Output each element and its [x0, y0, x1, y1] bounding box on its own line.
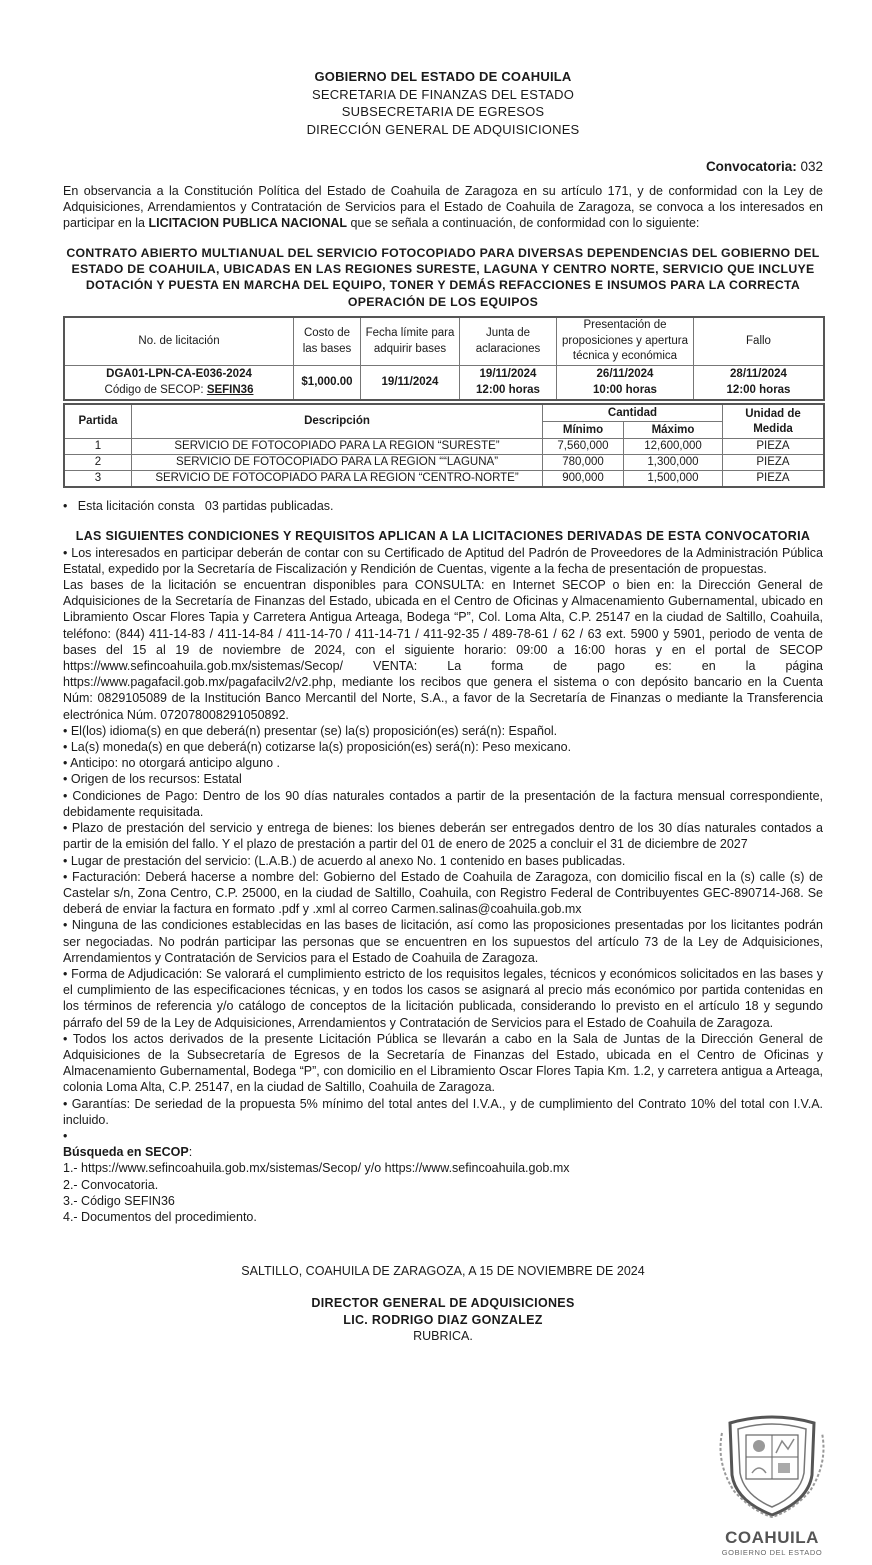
row-maximo: 12,600,000	[624, 439, 723, 455]
row-partida: 2	[64, 455, 132, 471]
intro-bold: LICITACION PUBLICA NACIONAL	[148, 216, 348, 231]
signer-position: DIRECTOR GENERAL DE ADQUISICIONES	[311, 1296, 575, 1311]
intro-text: En observancia a la Constitución Política del Estado de Coahuila de Zaragoza en su artículo 171, y de conformidad con la Ley de Adquisiciones, Arrendamientos y Contratación de Servicios para el Estado de Coahuila de Zaragoza, se convoca a los interesados en participar en la	[63, 184, 823, 231]
row-unidad: PIEZA	[723, 471, 825, 488]
col-descripcion: Descripción	[132, 404, 543, 439]
header-government: GOBIERNO DEL ESTADO DE COAHUILA	[314, 69, 572, 84]
row-maximo: 1,500,000	[624, 471, 723, 488]
convocatoria-label: Convocatoria:	[705, 159, 797, 174]
list-item: • Origen de los recursos: Estatal	[63, 772, 242, 787]
tender-table	[63, 316, 825, 401]
items-header-row	[64, 404, 824, 422]
row-minimo: 7,560,000	[543, 439, 624, 455]
row-unidad: PIEZA	[723, 439, 825, 455]
tender-header-row	[64, 317, 824, 366]
junta-date: 19/11/2024	[479, 368, 537, 381]
secop-label: Código de SECOP:	[104, 383, 204, 396]
col-costo: Costo de las bases	[294, 317, 361, 366]
items-table	[63, 403, 825, 488]
secop-code	[68, 383, 290, 399]
col-unidad: Unidad de Medida	[723, 404, 825, 439]
convocatoria-number	[63, 159, 823, 174]
header-subsecretaria: SUBSECRETARIA DE EGRESOS	[341, 104, 545, 119]
cell-costo: $1,000.00	[294, 366, 361, 401]
table-row	[64, 439, 824, 455]
document-header	[63, 68, 823, 138]
row-minimo: 780,000	[543, 455, 624, 471]
list-item: • Forma de Adjudicación: Se valorará el cumplimiento estricto de los requisitos legales, técnicos y económicos solicitados en las bases y el cumplimiento de las especificaciones técnicas, y en todos los casos se asignará al precio más económico por partida contenidas en los términos de referencia y/o catálogo de conceptos de la licitación publicada, considerando lo previsto en el artículo 18 y segundo párrafo del 59 de la Ley de Adquisiciones, Arrendamientos y Contratación de Servicios para el Estado de Coahuila de Zaragoza.	[63, 966, 823, 1030]
partidas-note: • Esta licitación consta 03 partidas publicadas.	[63, 499, 334, 514]
secop-value: SEFIN36	[206, 383, 254, 396]
list-item: • Facturación: Deberá hacerse a nombre del: Gobierno del Estado de Coahuila de Zaragoza, con domicilio fiscal en la (s) calle (s) de Castelar s/n, Zona Centro, C.P. 25000, en la ciudad de Saltillo, Coahuila, con Registro Federal de Contribuyentes GEC-890714-J68. Se deberá de enviar la factura en formato .pdf y .xml al correo Carmen.salinas@coahuila.gob.mx	[63, 869, 823, 917]
col-maximo: Máximo	[624, 422, 723, 439]
presentacion-date: 26/11/2024	[596, 368, 654, 381]
list-item: 2.- Convocatoria.	[63, 1177, 159, 1192]
row-descripcion: SERVICIO DE FOTOCOPIADO PARA LA REGION ““LAGUNA”	[132, 455, 543, 471]
presentacion-time: 10:00 horas	[593, 383, 657, 396]
list-item: • Ninguna de las condiciones establecidas en las bases de licitación, así como las proposiciones presentadas por los licitantes podrán ser negociadas. No podrán participar las personas que se encuentren en los supuestos del artículo 73 de la Ley de Adquisiciones, Arrendamientos y Contratación de Servicios para el Estado de Coahuila de Zaragoza.	[63, 918, 823, 965]
rubrica: RUBRICA.	[413, 1328, 473, 1343]
licitacion-number: DGA01-LPN-CA-E036-2024	[106, 368, 252, 381]
place-date: SALTILLO, COAHUILA DE ZARAGOZA, A 15 DE NOVIEMBRE DE 2024	[241, 1264, 645, 1279]
header-direccion: DIRECCIÓN GENERAL DE ADQUISICIONES	[306, 121, 580, 137]
convocatoria-value: 032	[800, 159, 823, 174]
row-partida: 1	[64, 439, 132, 455]
logo-sub: GOBIERNO DEL ESTADO	[721, 1548, 823, 1557]
row-descripcion: SERVICIO DE FOTOCOPIADO PARA LA REGION “SURESTE”	[132, 439, 543, 455]
col-fecha-limite: Fecha límite para adquirir bases	[361, 317, 460, 366]
list-item: • Plazo de prestación del servicio y entrega de bienes: los bienes deberán ser entregados dentro de los 30 días naturales contados a partir de la emisión del fallo. Y el plazo de prestación a partir del 01 de enero de 2025 a concluir el 31 de diciembre de 2027	[63, 821, 823, 852]
col-presentacion: Presentación de proposiciones y apertura técnica y económica	[557, 317, 694, 366]
list-item: • Lugar de prestación del servicio: (L.A.B.) de acuerdo al anexo No. 1 contenido en bases publicadas.	[63, 853, 626, 868]
list-item: • Los interesados en participar deberán de contar con su Certificado de Aptitud del Padrón de Proveedores de la Administración Pública Estatal, expedido por la Secretaría de Fiscalización y Rendición de Cuentas, vigente a la fecha de presentación de propuestas.	[63, 545, 823, 576]
list-item: • Garantías: De seriedad de la propuesta 5% mínimo del total antes del I.V.A., y de cumplimiento del Contrato 10% del total con I.V.A. incluido.	[63, 1096, 823, 1127]
list-item: • El(los) idioma(s) en que deberá(n) presentar (se) la(s) proposición(es) será(n): Español.	[63, 723, 558, 738]
header-secretaria: SECRETARIA DE FINANZAS DEL ESTADO	[311, 86, 575, 102]
fallo-date: 28/11/2024	[730, 368, 787, 381]
list-item: 3.- Código SEFIN36	[63, 1193, 175, 1208]
cell-presentacion	[557, 366, 694, 401]
intro-paragraph	[63, 183, 823, 232]
row-maximo: 1,300,000	[624, 455, 723, 471]
col-minimo: Mínimo	[543, 422, 624, 439]
list-item: Las bases de la licitación se encuentran disponibles para CONSULTA: en Internet SECOP o bien en: la Dirección General de Adquisiciones de la Secretaría de Finanzas del Estado, ubicada en el Centro de Oficinas y Almacenamiento Gubernamental, ubicado en Libramiento Oscar Flores Tapia y Carretera Antigua Arteaga, Bodega “P”, Col. Loma Alta, C.P. 25147 en la ciudad de Saltillo, Coahuila, teléfono: (844) 411-14-83 / 411-14-84 / 411-14-70 / 411-14-71 / 411-92-35 / 489-78-61 / 62 / 63 ext. 5900 y 5901, periodo de venta de bases del 15 al 19 de noviembre de 2024, con el siguiente horario: 09:00 a 16:00 horas y en el portal de SECOP https://www.sefincoahuila.gob.mx/sistemas/Secop/ VENTA: La forma de pago es: en la página https://www.pagafacil.gob.mx/pagafacilv2/v2.php, mediante los recibos que genera el sistema o con depósito bancario en la Cuenta Núm: 0829105089 de la Institución Banco Mercantil del Norte, S.A., a favor de la Secretaría de Finanzas o mediante la Transferencia electrónica Núm. 072078008291050892.	[63, 578, 823, 722]
tender-data-row	[64, 366, 824, 401]
logo-word: COAHUILA	[725, 1528, 819, 1547]
search-title	[63, 1144, 823, 1160]
signer-name: LIC. RODRIGO DIAZ GONZALEZ	[343, 1312, 543, 1327]
list-item: 4.- Documentos del procedimiento.	[63, 1209, 257, 1224]
junta-time: 12:00 horas	[476, 383, 540, 396]
list-item: • Condiciones de Pago: Dentro de los 90 días naturales contados a partir de la presentación de la factura mensual correspondiente, debidamente requisitada.	[63, 788, 823, 819]
col-fallo: Fallo	[694, 317, 825, 366]
cell-junta	[460, 366, 557, 401]
row-unidad: PIEZA	[723, 455, 825, 471]
row-descripcion: SERVICIO DE FOTOCOPIADO PARA LA REGION “CENTRO-NORTE”	[132, 471, 543, 488]
list-item: 1.- https://www.sefincoahuila.gob.mx/sistemas/Secop/ y/o https://www.sefincoahuila.gob.mx	[63, 1161, 570, 1176]
secop-search	[63, 1144, 823, 1225]
col-cantidad: Cantidad	[543, 404, 723, 422]
list-item: • Anticipo: no otorgará anticipo alguno .	[63, 756, 281, 771]
conditions-list	[63, 545, 823, 1145]
col-licitacion: No. de licitación	[64, 317, 294, 366]
search-title-text: Búsqueda en SECOP	[63, 1145, 189, 1160]
col-junta: Junta de aclaraciones	[460, 317, 557, 366]
document-page	[63, 68, 823, 1344]
cell-fallo	[694, 366, 825, 401]
list-item: •	[63, 1128, 68, 1143]
row-minimo: 900,000	[543, 471, 624, 488]
intro-text-end: que se señala a continuación, de conformidad con lo siguiente:	[347, 216, 700, 231]
coahuila-logo	[712, 1413, 832, 1557]
table-row	[64, 455, 824, 471]
table-row	[64, 471, 824, 488]
conditions-title: LAS SIGUIENTES CONDICIONES Y REQUISITOS APLICAN A LA LICITACIONES DERIVADAS DE ESTA CONVOCATORIA	[75, 529, 811, 544]
fallo-time: 12:00 horas	[726, 383, 791, 396]
cell-fecha-limite: 19/11/2024	[361, 366, 460, 401]
cell-licitacion	[64, 366, 294, 401]
row-partida: 3	[64, 471, 132, 488]
contract-title: CONTRATO ABIERTO MULTIANUAL DEL SERVICIO FOTOCOPIADO PARA DIVERSAS DEPENDENCIAS DEL GOBIERNO DEL ESTADO DE COAHUILA, UBICADAS EN LAS REGIONES SURESTE, LAGUNA Y CENTRO NORTE, SERVICIO QUE INCLUYE DOTACIÓN Y PUESTA EN MARCHA DEL EQUIPO, TONER Y DEMÁS REFACCIONES E INSUMOS PARA LA CORRECTA OPERACIÓN DE LOS EQUIPOS	[66, 245, 820, 309]
list-item: • La(s) moneda(s) en que deberá(n) cotizarse la(s) proposición(es) será(n): Peso mexicano.	[63, 740, 572, 755]
search-title-colon: :	[188, 1145, 193, 1160]
col-partida: Partida	[64, 404, 132, 439]
list-item: • Todos los actos derivados de la presente Licitación Pública se llevarán a cabo en la Sala de Juntas de la Dirección General de Adquisiciones de la Subsecretaría de Egresos de la Secretaría de Finanzas del Estado, ubicada en el Centro de Oficinas y Almacenamiento Gubernamental, Bodega “P”, con domicilio en el Libramiento Oscar Flores Tapia Km. 1.2, y carretera antigua a Arteaga, colonia Loma Alta, C.P. 25147, en la ciudad de Saltillo, Coahuila de Zaragoza.	[63, 1031, 823, 1095]
coat-of-arms-icon	[712, 1413, 832, 1519]
